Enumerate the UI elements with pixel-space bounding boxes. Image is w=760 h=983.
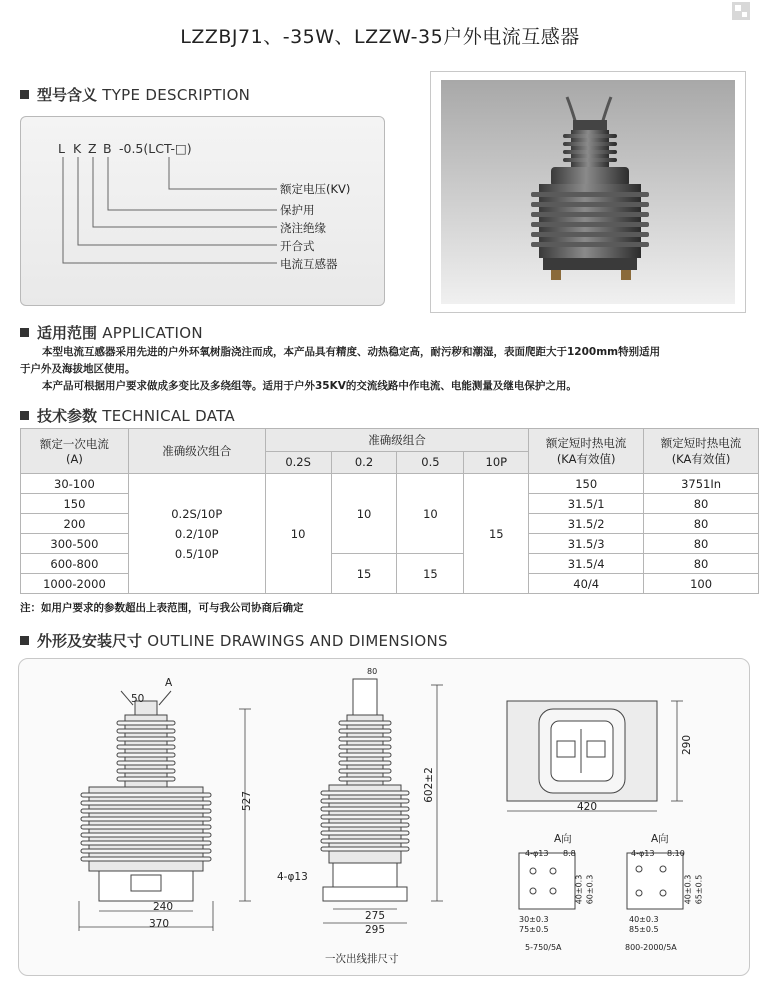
- label-current-transformer: 电流互感器: [280, 257, 338, 271]
- cell-value-0.2-upper: 10: [331, 474, 397, 554]
- code-suffix: -0.5(LCT-□): [119, 141, 192, 156]
- drawing2-width-275: 275: [365, 910, 386, 922]
- cell-value-0.2s: 10: [265, 474, 331, 594]
- table-row: [21, 474, 759, 494]
- label-protection: 保护用: [280, 203, 315, 217]
- header-short-time-current-1: 额定短时热电流 (KA有效值): [529, 429, 644, 474]
- cell-short-current-2: 100: [644, 574, 759, 594]
- drawing5-holes: 4-φ13: [631, 849, 655, 858]
- cell-accuracy-combos: 0.2S/10P 0.2/10P 0.5/10P: [128, 474, 265, 594]
- drawing4-dim1: 30±0.3: [519, 915, 549, 924]
- cell-value-0.2-lower: 15: [331, 554, 397, 594]
- drawing5-caption: 800-2000/5A: [625, 943, 677, 952]
- bullet-square-icon: [20, 636, 29, 645]
- cell-short-current-1: 40/4: [529, 574, 644, 594]
- cell-short-current-1: 150: [529, 474, 644, 494]
- drawing2-caption: 一次出线排尺寸: [325, 953, 399, 965]
- drawing5-v2: 65±0.5: [694, 874, 704, 905]
- bullet-square-icon: [20, 328, 29, 337]
- header-acc-0.2s: 0.2S: [265, 451, 331, 474]
- drawing1-width-50: 50: [131, 693, 145, 705]
- header-acc-10p: 10P: [464, 451, 529, 474]
- drawing4-caption: 5-750/5A: [525, 943, 562, 952]
- header-acc-0.2: 0.2: [331, 451, 397, 474]
- header-accuracy-combination: 准确级次组合: [128, 429, 265, 474]
- cell-current: 150: [21, 494, 129, 514]
- application-paragraph-1-line-1: 本型电流互感器采用先进的户外环氧树脂浇注而成，本产品具有精度、动热稳定高，耐污秽和潮湿，表面爬距大于1200mm特别适用: [42, 346, 661, 358]
- cell-current: 200: [21, 514, 129, 534]
- drawing5-dim1: 40±0.3: [629, 915, 659, 924]
- cell-value-0.5-lower: 15: [397, 554, 464, 594]
- drawing2-width-295: 295: [365, 924, 386, 936]
- section-technical-heading: 技术参数 TECHNICAL DATA: [20, 405, 235, 426]
- drawing4-view-label: A向: [554, 833, 572, 845]
- cell-short-current-2: 80: [644, 514, 759, 534]
- corner-logo-mark: [732, 2, 750, 20]
- page-title: LZZBJ71、-35W、LZZW-35户外电流互感器: [180, 26, 580, 48]
- drawing4-dim2: 75±0.5: [519, 925, 549, 934]
- header-accuracy-group: 准确级组合: [265, 429, 529, 452]
- cell-short-current-1: 31.5/2: [529, 514, 644, 534]
- side-view-drawing: [289, 665, 489, 945]
- drawing5-v1: 40±0.3: [683, 874, 693, 905]
- drawing4-v2: 60±0.3: [585, 874, 595, 905]
- technical-data-table: [20, 428, 759, 594]
- cell-short-current-1: 31.5/1: [529, 494, 644, 514]
- application-paragraph-1-line-2: 于户外及海拔地区使用。: [20, 363, 136, 375]
- top-view-drawing: [499, 689, 699, 819]
- label-split-core: 开合式: [280, 239, 315, 253]
- cell-short-current-1: 31.5/4: [529, 554, 644, 574]
- code-letter-l: L: [58, 141, 65, 156]
- drawing1-height-527: 527: [241, 790, 254, 812]
- cell-current: 600-800: [21, 554, 129, 574]
- label-cast-insulation: 浇注绝缘: [280, 221, 326, 235]
- cell-value-0.5-upper: 10: [397, 474, 464, 554]
- cell-short-current-2: 3751In: [644, 474, 759, 494]
- application-paragraph-2: 本产品可根据用户要求做成多变比及多绕组等。适用于户外35KV的交流线路中作电流、电能测量及继电保护之用。: [42, 380, 577, 392]
- code-letter-k: K: [73, 141, 82, 156]
- type-description-box: [20, 116, 385, 306]
- cell-short-current-1: 31.5/3: [529, 534, 644, 554]
- code-letter-b: B: [103, 141, 112, 156]
- drawing5-pitch: 8.10: [667, 849, 685, 858]
- drawing1-view-a: A: [165, 677, 173, 689]
- drawing4-v1: 40±0.3: [574, 874, 584, 905]
- drawing3-height-290: 290: [681, 734, 694, 756]
- cell-short-current-2: 80: [644, 534, 759, 554]
- header-short-time-current-2: 额定短时热电流 (KA有效值): [644, 429, 759, 474]
- table-note: 注：如用户要求的参数超出上表范围，可与我公司协商后确定: [20, 602, 304, 614]
- section-outline-heading: 外形及安装尺寸 OUTLINE DRAWINGS AND DIMENSIONS: [20, 630, 448, 651]
- drawing4-pitch: 8.8: [563, 849, 576, 858]
- cell-current: 1000-2000: [21, 574, 129, 594]
- drawing2-holes: 4-φ13: [277, 871, 308, 883]
- drawing2-height-602: 602±2: [422, 767, 435, 803]
- drawing5-dim2: 85±0.5: [629, 925, 659, 934]
- label-rated-voltage: 额定电压(KV): [280, 182, 351, 196]
- header-rated-current: 额定一次电流 (A): [21, 429, 129, 474]
- cell-value-10p: 15: [464, 474, 529, 594]
- drawing4-holes: 4-φ13: [525, 849, 549, 858]
- application-text: [20, 344, 755, 395]
- drawing2-width-80: 80: [367, 667, 378, 676]
- transformer-photo-illustration: [431, 72, 745, 312]
- table-header-row: [21, 429, 759, 452]
- bullet-square-icon: [20, 411, 29, 420]
- code-letter-z: Z: [88, 141, 97, 156]
- outline-drawings-panel: [18, 658, 750, 976]
- header-acc-0.5: 0.5: [397, 451, 464, 474]
- drawing5-view-label: A向: [651, 833, 669, 845]
- cell-current: 300-500: [21, 534, 129, 554]
- cell-short-current-2: 80: [644, 554, 759, 574]
- cell-short-current-2: 80: [644, 494, 759, 514]
- drawing1-width-240: 240: [153, 901, 174, 913]
- section-type-heading: 型号含义 TYPE DESCRIPTION: [20, 84, 250, 105]
- product-photo: [430, 71, 746, 313]
- cell-current: 30-100: [21, 474, 129, 494]
- drawing1-width-370: 370: [149, 918, 170, 930]
- bullet-square-icon: [20, 90, 29, 99]
- section-application-heading: 适用范围 APPLICATION: [20, 322, 203, 343]
- drawing3-width-420: 420: [577, 801, 598, 813]
